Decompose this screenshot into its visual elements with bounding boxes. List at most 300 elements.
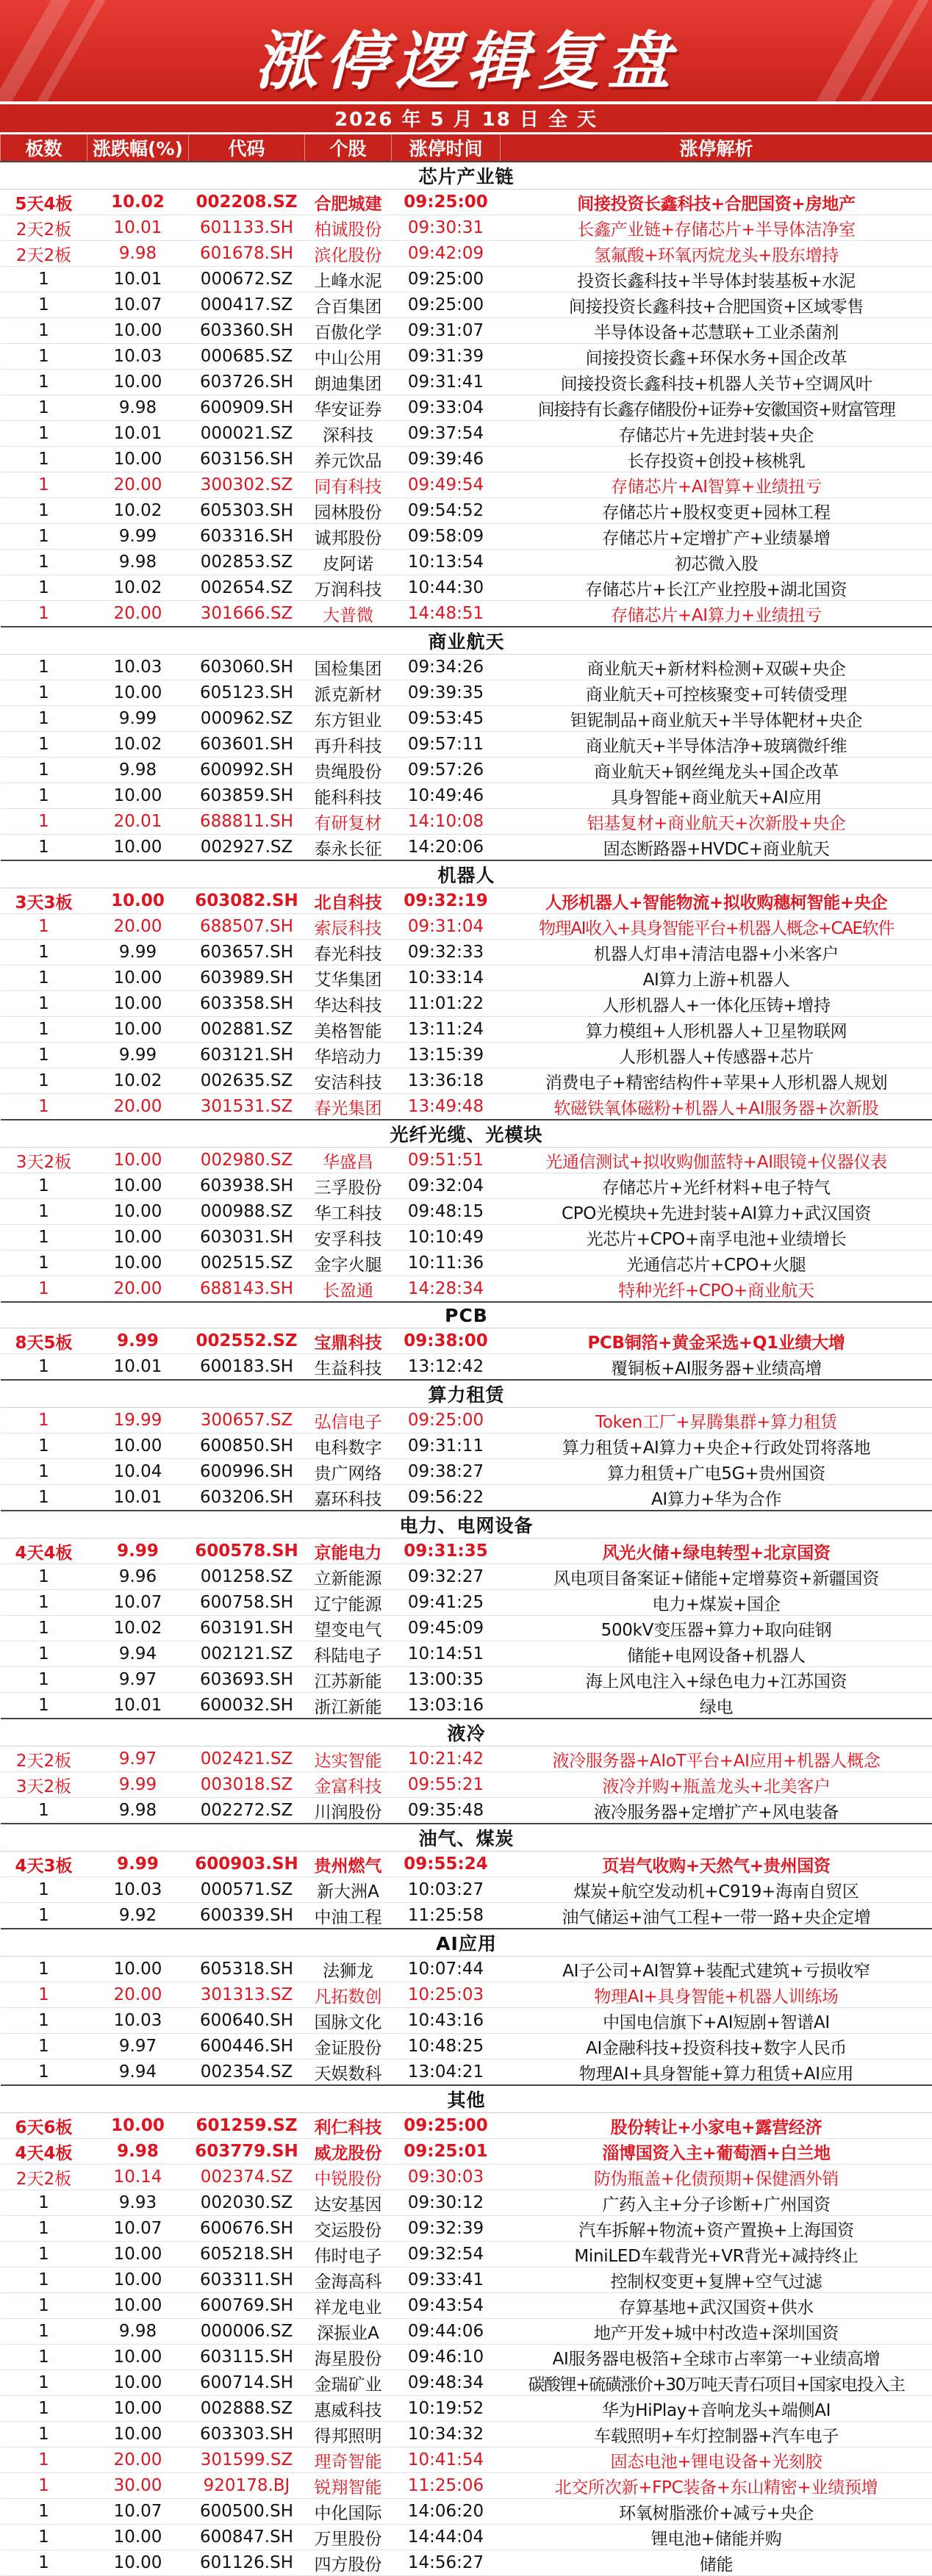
analysis: 液冷服务器+定增扩产+风电装备	[501, 1798, 932, 1824]
board-count: 4天3板	[1, 1852, 87, 1877]
stock-code: 603693.SH	[189, 1667, 305, 1693]
board-count: 1	[1, 1798, 87, 1824]
stock-name: 滨化股份	[305, 241, 392, 267]
table-row	[1, 2267, 932, 2293]
table-row	[1, 2422, 932, 2447]
analysis: 光芯片+CPO+南孚电池+业绩增长	[501, 1225, 932, 1251]
stock-code: 600032.SH	[189, 1693, 305, 1719]
stock-name: 交运股份	[305, 2216, 392, 2242]
change-pct: 10.02	[87, 190, 189, 215]
stock-code: 002374.SZ	[189, 2165, 305, 2190]
analysis: 煤炭+航空发动机+C919+海南自贸区	[501, 1877, 932, 1903]
stock-code: 603726.SH	[189, 370, 305, 395]
stock-name: 万润科技	[305, 575, 392, 601]
board-count: 1	[1, 2396, 87, 2422]
table-row	[1, 758, 932, 783]
limit-time: 09:32:04	[392, 1173, 501, 1199]
limit-time: 09:31:04	[392, 914, 501, 940]
table-row	[1, 2499, 932, 2525]
limit-time: 10:07:44	[392, 1957, 501, 1982]
board-count: 1	[1, 2319, 87, 2345]
board-count: 1	[1, 2422, 87, 2447]
change-pct: 10.03	[87, 344, 189, 370]
stock-code: 603206.SH	[189, 1485, 305, 1511]
table-row	[1, 421, 932, 447]
table-row	[1, 2525, 932, 2550]
analysis: 固态电池+锂电设备+光刻胶	[501, 2447, 932, 2473]
analysis: 存算基地+武汉国资+供水	[501, 2293, 932, 2319]
change-pct: 10.14	[87, 2165, 189, 2190]
limit-time: 09:38:27	[392, 1459, 501, 1485]
stock-code: 605303.SH	[189, 498, 305, 524]
board-count: 3天2板	[1, 1148, 87, 1173]
analysis: 储能+电网设备+机器人	[501, 1641, 932, 1667]
stock-name: 新大洲A	[305, 1877, 392, 1903]
limit-time: 09:57:26	[392, 758, 501, 783]
analysis: 软磁铁氧体磁粉+机器人+AI服务器+次新股	[501, 1094, 932, 1120]
stock-name: 天娱数科	[305, 2059, 392, 2086]
analysis: 存储芯片+股权变更+园林工程	[501, 498, 932, 524]
stock-code: 002272.SZ	[189, 1798, 305, 1824]
board-count: 1	[1, 809, 87, 835]
section-header	[1, 162, 932, 190]
analysis: 风电项目备案证+储能+定增募资+新疆国资	[501, 1564, 932, 1590]
analysis: 消费电子+精密结构件+苹果+人形机器人规划	[501, 1068, 932, 1094]
stock-name: 理奇智能	[305, 2447, 392, 2473]
analysis: AI子公司+AI智算+装配式建筑+亏损收窄	[501, 1957, 932, 1982]
section-header	[1, 1511, 932, 1539]
limit-time: 09:39:35	[392, 680, 501, 706]
analysis: AI服务器电极箔+全球市占率第一+业绩高增	[501, 2345, 932, 2370]
stock-name: 中油工程	[305, 1903, 392, 1929]
board-count: 1	[1, 344, 87, 370]
stock-name: 贵广网络	[305, 1459, 392, 1485]
stock-code: 920178.BJ	[189, 2473, 305, 2499]
board-count: 1	[1, 1564, 87, 1590]
limit-time: 14:44:04	[392, 2525, 501, 2550]
stock-code: 300657.SZ	[189, 1408, 305, 1433]
stock-code: 600850.SH	[189, 1433, 305, 1459]
table-row	[1, 1616, 932, 1641]
change-pct: 10.00	[87, 1957, 189, 1982]
stock-name: 伟时电子	[305, 2242, 392, 2267]
board-count: 1	[1, 2008, 87, 2034]
section-title: 光纤光缆、光模块	[1, 1120, 932, 1148]
table-row	[1, 1043, 932, 1068]
stock-name: 美格智能	[305, 1017, 392, 1043]
stock-code: 605123.SH	[189, 680, 305, 706]
stock-code: 603358.SH	[189, 991, 305, 1017]
change-pct: 10.02	[87, 1616, 189, 1641]
stock-name: 安洁科技	[305, 1068, 392, 1094]
board-count: 1	[1, 2216, 87, 2242]
analysis: 油气储运+油气工程+一带一路+央企定增	[501, 1903, 932, 1929]
section-title: 液冷	[1, 1719, 932, 1746]
analysis: 算力模组+人形机器人+卫星物联网	[501, 1017, 932, 1043]
board-count: 1	[1, 2447, 87, 2473]
change-pct: 10.00	[87, 1225, 189, 1251]
board-count: 1	[1, 498, 87, 524]
table-row	[1, 2242, 932, 2267]
stock-code: 603989.SH	[189, 965, 305, 991]
stock-name: 金证股份	[305, 2034, 392, 2059]
limit-time: 09:34:26	[392, 655, 501, 680]
table-row	[1, 2113, 932, 2139]
change-pct: 10.00	[87, 1251, 189, 1276]
board-count: 1	[1, 1590, 87, 1616]
stock-code: 002654.SZ	[189, 575, 305, 601]
section-title: 电力、电网设备	[1, 1511, 932, 1539]
table-row	[1, 2293, 932, 2319]
table-row	[1, 1539, 932, 1564]
change-pct: 10.02	[87, 498, 189, 524]
stock-code: 603191.SH	[189, 1616, 305, 1641]
table-row	[1, 2396, 932, 2422]
change-pct: 9.98	[87, 758, 189, 783]
stock-code: 002030.SZ	[189, 2190, 305, 2216]
table-row	[1, 1982, 932, 2008]
analysis: 具身智能+商业航天+AI应用	[501, 783, 932, 809]
analysis: 淄博国资入主+葡萄酒+白兰地	[501, 2139, 932, 2165]
stock-name: 柏诚股份	[305, 215, 392, 241]
stock-code: 002881.SZ	[189, 1017, 305, 1043]
stock-code: 001258.SZ	[189, 1564, 305, 1590]
stock-name: 威龙股份	[305, 2139, 392, 2165]
stock-name: 贵州燃气	[305, 1852, 392, 1877]
limit-time: 10:03:27	[392, 1877, 501, 1903]
board-count: 1	[1, 292, 87, 318]
stock-name: 金瑞矿业	[305, 2370, 392, 2396]
change-pct: 10.00	[87, 2267, 189, 2293]
table-row	[1, 2345, 932, 2370]
limit-time: 09:41:25	[392, 1590, 501, 1616]
change-pct: 9.97	[87, 1746, 189, 1772]
change-pct: 9.99	[87, 1772, 189, 1798]
limit-time: 09:25:01	[392, 2139, 501, 2165]
limit-time: 10:11:36	[392, 1251, 501, 1276]
analysis: 控制权变更+复牌+空气过滤	[501, 2267, 932, 2293]
table-row	[1, 395, 932, 421]
stock-code: 600996.SH	[189, 1459, 305, 1485]
stock-code: 603031.SH	[189, 1225, 305, 1251]
stock-name: 皮阿诺	[305, 550, 392, 575]
stock-code: 600714.SH	[189, 2370, 305, 2396]
stock-code: 600640.SH	[189, 2008, 305, 2034]
stock-code: 600903.SH	[189, 1852, 305, 1877]
stock-code: 002515.SZ	[189, 1251, 305, 1276]
stock-name: 华达科技	[305, 991, 392, 1017]
change-pct: 10.00	[87, 2525, 189, 2550]
stock-code: 605318.SH	[189, 1957, 305, 1982]
board-count: 8天5板	[1, 1328, 87, 1354]
limit-time: 13:11:24	[392, 1017, 501, 1043]
analysis: 液冷服务器+AIoT平台+AI应用+机器人概念	[501, 1746, 932, 1772]
change-pct: 10.00	[87, 888, 189, 914]
table-row	[1, 1173, 932, 1199]
table-row	[1, 1094, 932, 1120]
board-count: 1	[1, 835, 87, 861]
stock-name: 派克新材	[305, 680, 392, 706]
stock-name: 国脉文化	[305, 2008, 392, 2034]
change-pct: 10.00	[87, 965, 189, 991]
limit-time: 10:48:25	[392, 2034, 501, 2059]
board-count: 1	[1, 1459, 87, 1485]
board-count: 1	[1, 421, 87, 447]
analysis: 存储芯片+AI智算+业绩扭亏	[501, 472, 932, 498]
table-row	[1, 1641, 932, 1667]
table-row	[1, 940, 932, 965]
table-row	[1, 835, 932, 861]
change-pct: 10.03	[87, 655, 189, 680]
stock-name: 利仁科技	[305, 2113, 392, 2139]
limit-time: 09:33:04	[392, 395, 501, 421]
stock-name: 宝鼎科技	[305, 1328, 392, 1354]
analysis: 固态断路器+HVDC+商业航天	[501, 835, 932, 861]
limit-time: 09:31:41	[392, 370, 501, 395]
stock-name: 锐翔智能	[305, 2473, 392, 2499]
board-count: 1	[1, 1641, 87, 1667]
analysis: 物理AI收入+具身智能平台+机器人概念+CAE软件	[501, 914, 932, 940]
analysis: 碳酸锂+硫磺涨价+30万吨天青石项目+国家电投入主	[501, 2370, 932, 2396]
stock-code: 300302.SZ	[189, 472, 305, 498]
stock-name: 上峰水泥	[305, 267, 392, 292]
stock-code: 603082.SH	[189, 888, 305, 914]
board-count: 1	[1, 472, 87, 498]
board-count: 1	[1, 783, 87, 809]
stock-code: 688143.SH	[189, 1276, 305, 1303]
change-pct: 10.00	[87, 2345, 189, 2370]
board-count: 1	[1, 1017, 87, 1043]
table-row	[1, 2473, 932, 2499]
stock-name: 达安基因	[305, 2190, 392, 2216]
table-row	[1, 2370, 932, 2396]
change-pct: 9.97	[87, 2034, 189, 2059]
limit-time: 09:38:00	[392, 1328, 501, 1354]
limit-time: 09:25:00	[392, 1408, 501, 1433]
section-header	[1, 627, 932, 655]
change-pct: 9.99	[87, 940, 189, 965]
limit-time: 09:58:09	[392, 524, 501, 550]
limit-time: 09:30:31	[392, 215, 501, 241]
limit-time: 09:44:06	[392, 2319, 501, 2345]
board-count: 1	[1, 758, 87, 783]
table-row	[1, 1693, 932, 1719]
table-row	[1, 1459, 932, 1485]
stock-code: 600578.SH	[189, 1539, 305, 1564]
analysis: 算力租赁+广电5G+贵州国资	[501, 1459, 932, 1485]
change-pct: 20.00	[87, 1276, 189, 1303]
change-pct: 19.99	[87, 1408, 189, 1433]
board-count: 1	[1, 655, 87, 680]
stock-name: 园林股份	[305, 498, 392, 524]
change-pct: 10.00	[87, 370, 189, 395]
board-count: 1	[1, 267, 87, 292]
table-row	[1, 190, 932, 215]
change-pct: 9.99	[87, 1043, 189, 1068]
stock-code: 603657.SH	[189, 940, 305, 965]
section-title: 芯片产业链	[1, 162, 932, 190]
stock-name: 生益科技	[305, 1354, 392, 1381]
analysis: 防伪瓶盖+化债预期+保健酒外销	[501, 2165, 932, 2190]
analysis: 液冷并购+瓶盖龙头+北美客户	[501, 1772, 932, 1798]
change-pct: 10.01	[87, 215, 189, 241]
stock-code: 600758.SH	[189, 1590, 305, 1616]
stock-code: 603360.SH	[189, 318, 305, 344]
change-pct: 9.98	[87, 395, 189, 421]
change-pct: 9.97	[87, 1667, 189, 1693]
stock-name: 华工科技	[305, 1199, 392, 1225]
analysis: 钽铌制品+商业航天+半导体靶材+央企	[501, 706, 932, 732]
change-pct: 10.00	[87, 835, 189, 861]
header-change-pct: 涨跌幅(%)	[87, 134, 189, 162]
board-count: 1	[1, 1616, 87, 1641]
limit-time: 09:48:15	[392, 1199, 501, 1225]
table-row	[1, 783, 932, 809]
analysis: 间接投资长鑫科技+合肥国资+区域零售	[501, 292, 932, 318]
analysis: 海上风电注入+绿色电力+江苏国资	[501, 1667, 932, 1693]
board-count: 1	[1, 550, 87, 575]
table-row	[1, 1433, 932, 1459]
stock-code: 002927.SZ	[189, 835, 305, 861]
stock-name: 海星股份	[305, 2345, 392, 2370]
stock-name: 中化国际	[305, 2499, 392, 2525]
limit-time: 09:48:34	[392, 2370, 501, 2396]
board-count: 5天4板	[1, 190, 87, 215]
table-row	[1, 2190, 932, 2216]
table-row	[1, 292, 932, 318]
title-banner	[0, 0, 932, 101]
change-pct: 9.98	[87, 2139, 189, 2165]
analysis: PCB铜箔+黄金采选+Q1业绩大增	[501, 1328, 932, 1354]
board-count: 1	[1, 370, 87, 395]
analysis: 铝基复材+商业航天+次新股+央企	[501, 809, 932, 835]
table-row	[1, 370, 932, 395]
change-pct: 10.00	[87, 1433, 189, 1459]
stock-name: 国检集团	[305, 655, 392, 680]
change-pct: 10.00	[87, 2422, 189, 2447]
limit-time: 10:34:32	[392, 2422, 501, 2447]
analysis: 页岩气收购+天然气+贵州国资	[501, 1852, 932, 1877]
analysis: 中国电信旗下+AI短剧+智谱AI	[501, 2008, 932, 2034]
analysis: 股份转让+小家电+露营经济	[501, 2113, 932, 2139]
table-row	[1, 1148, 932, 1173]
table-row	[1, 1328, 932, 1354]
table-row	[1, 601, 932, 627]
change-pct: 20.01	[87, 809, 189, 835]
board-count: 1	[1, 1982, 87, 2008]
stock-name: 北自科技	[305, 888, 392, 914]
table-row	[1, 991, 932, 1017]
analysis: AI算力上游+机器人	[501, 965, 932, 991]
table-row	[1, 1068, 932, 1094]
board-count: 1	[1, 318, 87, 344]
stock-code: 603115.SH	[189, 2345, 305, 2370]
stock-code: 603311.SH	[189, 2267, 305, 2293]
table-row	[1, 706, 932, 732]
analysis: 间接持有长鑫存储股份+证券+安徽国资+财富管理	[501, 395, 932, 421]
change-pct: 10.07	[87, 2499, 189, 2525]
limit-time: 09:57:11	[392, 732, 501, 758]
limit-time: 09:51:51	[392, 1148, 501, 1173]
limit-time: 10:33:14	[392, 965, 501, 991]
change-pct: 20.00	[87, 601, 189, 627]
board-count: 1	[1, 1199, 87, 1225]
change-pct: 9.94	[87, 2059, 189, 2086]
analysis: 锂电池+储能并购	[501, 2525, 932, 2550]
section-title: 算力租赁	[1, 1380, 932, 1408]
analysis: 人形机器人+传感器+芯片	[501, 1043, 932, 1068]
change-pct: 10.01	[87, 1693, 189, 1719]
board-count: 1	[1, 732, 87, 758]
limit-time: 10:41:54	[392, 2447, 501, 2473]
section-header	[1, 860, 932, 888]
table-row	[1, 1408, 932, 1433]
stock-name: 有研复材	[305, 809, 392, 835]
limit-time: 13:00:35	[392, 1667, 501, 1693]
analysis: 500kV变压器+算力+取向硅钢	[501, 1616, 932, 1641]
analysis: 半导体设备+芯慧联+工业杀菌剂	[501, 318, 932, 344]
header-stock: 个股	[305, 134, 392, 162]
board-count: 1	[1, 2267, 87, 2293]
limit-time: 09:55:21	[392, 1772, 501, 1798]
limit-time: 09:31:07	[392, 318, 501, 344]
board-count: 1	[1, 2345, 87, 2370]
change-pct: 9.98	[87, 550, 189, 575]
limit-time: 09:42:09	[392, 241, 501, 267]
limit-time: 09:32:39	[392, 2216, 501, 2242]
limit-time: 11:25:58	[392, 1903, 501, 1929]
board-count: 1	[1, 447, 87, 472]
board-count: 1	[1, 1173, 87, 1199]
change-pct: 10.03	[87, 2008, 189, 2034]
board-count: 1	[1, 680, 87, 706]
stock-name: 电科数字	[305, 1433, 392, 1459]
limit-time: 10:44:30	[392, 575, 501, 601]
board-count: 6天6板	[1, 2113, 87, 2139]
stock-code: 605218.SH	[189, 2242, 305, 2267]
table-row	[1, 498, 932, 524]
stock-name: 中锐股份	[305, 2165, 392, 2190]
stock-code: 603601.SH	[189, 732, 305, 758]
stock-name: 深科技	[305, 421, 392, 447]
limit-up-table	[0, 132, 932, 2576]
stock-code: 601133.SH	[189, 215, 305, 241]
table-row	[1, 472, 932, 498]
change-pct: 10.02	[87, 732, 189, 758]
stock-name: 京能电力	[305, 1539, 392, 1564]
stock-name: 华安证券	[305, 395, 392, 421]
stock-code: 000021.SZ	[189, 421, 305, 447]
stock-name: 深振业A	[305, 2319, 392, 2345]
board-count: 1	[1, 1693, 87, 1719]
analysis: 氢氟酸+环氧丙烷龙头+股东增持	[501, 241, 932, 267]
table-row	[1, 2059, 932, 2086]
analysis: 算力租赁+AI算力+央企+行政处罚将落地	[501, 1433, 932, 1459]
stock-name: 惠威科技	[305, 2396, 392, 2422]
table-row	[1, 2139, 932, 2165]
stock-code: 002121.SZ	[189, 1641, 305, 1667]
analysis: 人形机器人+智能物流+拟收购穗柯智能+央企	[501, 888, 932, 914]
stock-name: 大普微	[305, 601, 392, 627]
limit-time: 10:25:03	[392, 1982, 501, 2008]
limit-time: 09:30:12	[392, 2190, 501, 2216]
analysis: 光通信芯片+CPO+火腿	[501, 1251, 932, 1276]
stock-code: 600676.SH	[189, 2216, 305, 2242]
table-row	[1, 2008, 932, 2034]
analysis: 商业航天+钢丝绳龙头+国企改革	[501, 758, 932, 783]
stock-name: 合百集团	[305, 292, 392, 318]
table-row	[1, 2319, 932, 2345]
